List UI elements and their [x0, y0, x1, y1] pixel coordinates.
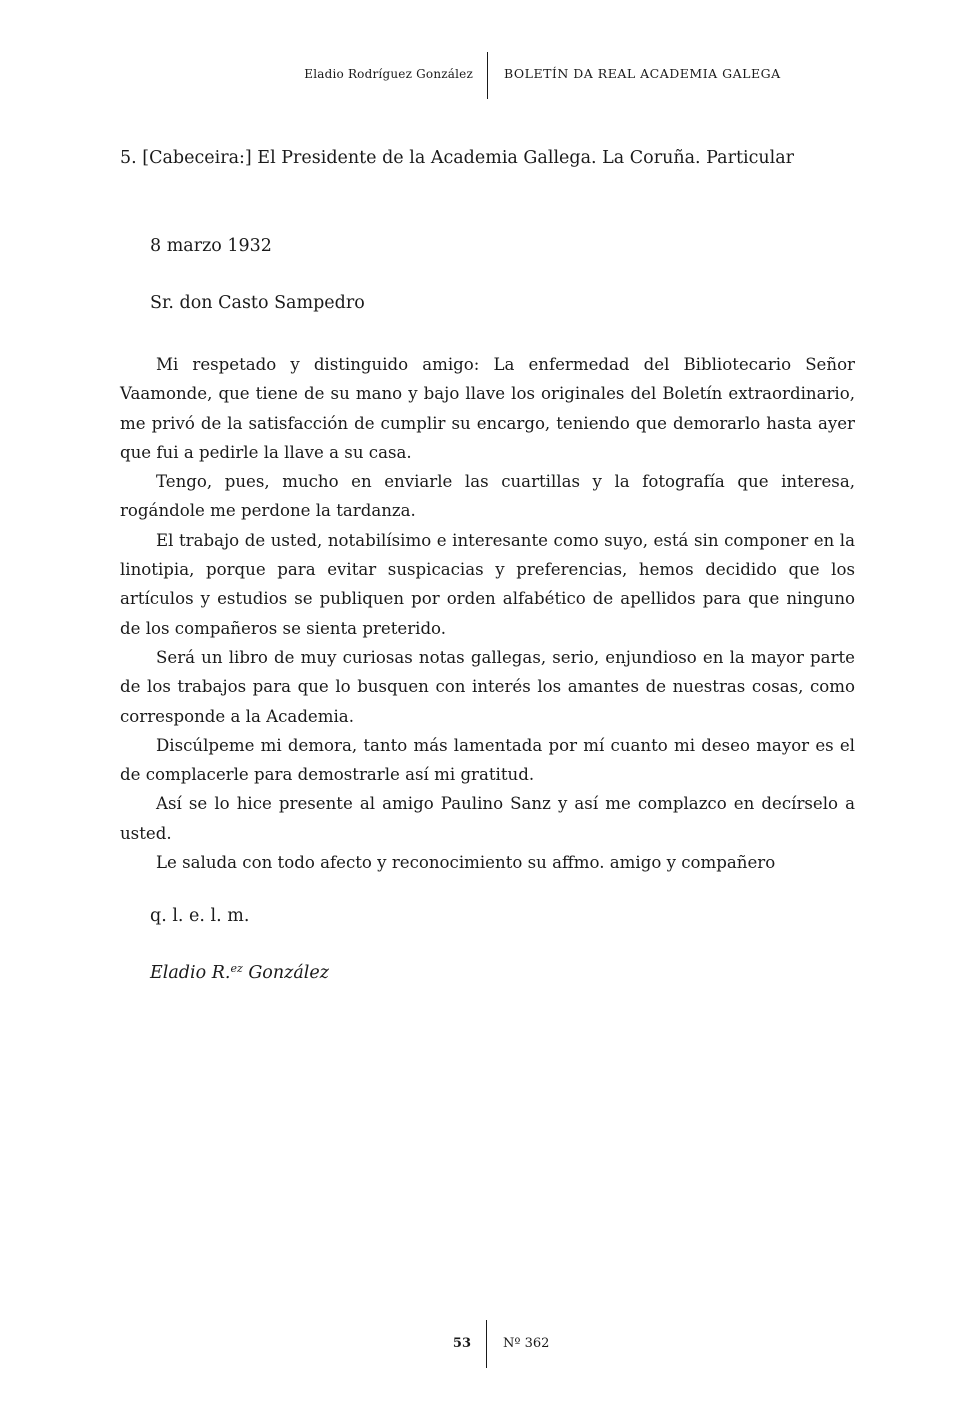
- running-head-journal: BOLETÍN DA REAL ACADEMIA GALEGA: [504, 66, 781, 81]
- signature-name-end: González: [242, 963, 329, 983]
- issue-number: Nº 362: [503, 1336, 550, 1351]
- letter-heading: 5. [Cabeceira:] El Presidente de la Academia Gallega. La Coruña. Particular: [120, 148, 795, 168]
- page-header: [0, 52, 975, 100]
- signature-name-start: Eladio R.: [150, 963, 231, 983]
- header-divider: [487, 52, 488, 99]
- letter-signature: [150, 962, 329, 983]
- page-number: 53: [452, 1336, 471, 1351]
- letter-date: 8 marzo 1932: [150, 236, 272, 256]
- running-head-author: Eladio Rodríguez González: [304, 67, 473, 81]
- body-paragraph: Mi respetado y distinguido amigo: La enfermedad del Bibliotecario Señor Vaamonde, que tiene de su mano y bajo llave los originales del Boletín extraordinario, me privó de la satisfacción de cumplir su encargo, teniendo que demorarlo hasta ayer que fui a pedirle la llave a su casa.: [120, 355, 855, 462]
- signature-superscript: ez: [230, 962, 243, 975]
- letter-salutation: Sr. don Casto Sampedro: [150, 293, 365, 313]
- letter-body: [120, 350, 855, 877]
- body-paragraph: Tengo, pues, mucho en enviarle las cuartillas y la fotografía que interesa, rogándole me perdone la tardanza.: [120, 472, 855, 521]
- page-footer: [0, 1320, 975, 1370]
- body-paragraph: Así se lo hice presente al amigo Paulino Sanz y así me complazco en decírselo a usted.: [120, 794, 855, 843]
- body-paragraph: Discúlpeme mi demora, tanto más lamentada por mí cuanto mi deseo mayor es el de complacerle para demostrarle así mi gratitud.: [120, 735, 855, 785]
- letter-closing: q. l. e. l. m.: [150, 906, 250, 926]
- body-paragraph: Le saluda con todo afecto y reconocimiento su affmo. amigo y compañero: [156, 853, 776, 873]
- footer-divider: [486, 1320, 487, 1368]
- body-paragraph: El trabajo de usted, notabilísimo e interesante como suyo, está sin componer en la linotipia, porque para evitar suspicacias y preferencias, hemos decidido que los artículos y estudios se publiquen por orden alfabético de apellidos para que ninguno de los compañeros se sienta preterido.: [120, 530, 855, 638]
- body-paragraph: Será un libro de muy curiosas notas gallegas, serio, enjundioso en la mayor parte de los trabajos para que lo busquen con interés los amantes de nuestras cosas, como corresponde a la Academia.: [120, 647, 855, 726]
